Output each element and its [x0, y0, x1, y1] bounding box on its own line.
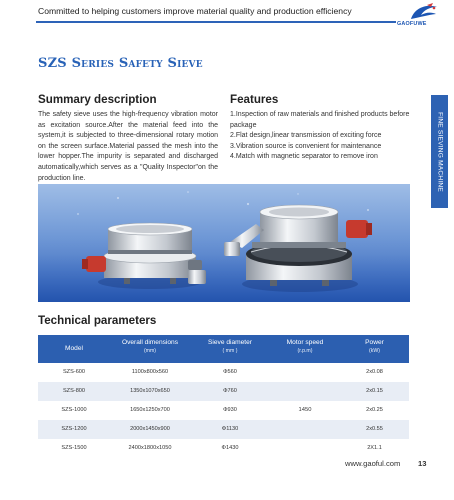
sieve-machines-illustration [38, 184, 410, 302]
feature-item: 1.Inspection of raw materials and finished products before package [230, 111, 410, 129]
feature-item: 2.Flat design,linear transmission of exciting force [230, 132, 382, 140]
table-header [38, 335, 409, 363]
footer-website-link[interactable]: www.gaoful.com [345, 459, 401, 468]
side-category-tab [431, 95, 448, 208]
product-photo-banner [38, 184, 410, 302]
summary-heading: Summary description [38, 93, 157, 106]
summary-text: The safety sieve uses the high-frequency vibration motor as excitation source.After the material feed into the system,it is subjected to three-dimensional rotary motion on the screen surface.Material passed the mesh into the lower hopper.The impurity is separated and discharged automatically,which serves as a "Quality Inspector"on the production line. [38, 111, 218, 182]
features-heading: Features [230, 93, 279, 106]
feature-item: 4.Match with magnetic separator to remove iron [230, 153, 378, 161]
table-row: SZS-800 1350x1070x650 Φ760 2x0.15 [38, 382, 409, 401]
side-tab-label: FINE SIEVING MACHINE [436, 111, 443, 192]
column-header-dimensions: Overall dimensions (mm) [121, 339, 179, 354]
table-row: SZS-1200 2000x1450x900 Φ1130 2x0.55 [38, 420, 409, 439]
page-number: 13 [418, 459, 427, 468]
column-header-diameter: Sieve diameter ( mm ) [208, 339, 252, 354]
technical-parameters-heading: Technical parameters [38, 314, 157, 327]
header-tagline: Committed to helping customers improve material quality and production efficiency [38, 6, 352, 16]
column-header-motor-speed: Motor speed (r.p.m) [286, 339, 324, 354]
features-list [230, 110, 410, 163]
sieve-machine-right [224, 205, 372, 292]
header-rule [36, 21, 396, 23]
page-title: SZS Series Safety Sieve [38, 56, 203, 71]
feature-item: 3.Vibration source is convenient for maintenance [230, 142, 382, 150]
technical-parameters-table [38, 335, 409, 458]
logo-mark-icon [397, 3, 443, 21]
column-header-power: Power (kW) [365, 339, 384, 354]
table-row: SZS-1500 2400x1800x1050 Φ1430 2X1.1 [61, 445, 382, 451]
column-header-model: Model [65, 345, 83, 352]
table-row: SZS-1000 1650x1250x700 Φ930 2x0.25 [61, 407, 383, 413]
brand-logo [397, 3, 443, 27]
motor-speed-merged-cell: 1450 [298, 407, 312, 413]
table-row: SZS-600 1100x800x560 Φ560 2x0.08 [62, 369, 383, 375]
logo-text: GAOFUWE [397, 21, 427, 27]
